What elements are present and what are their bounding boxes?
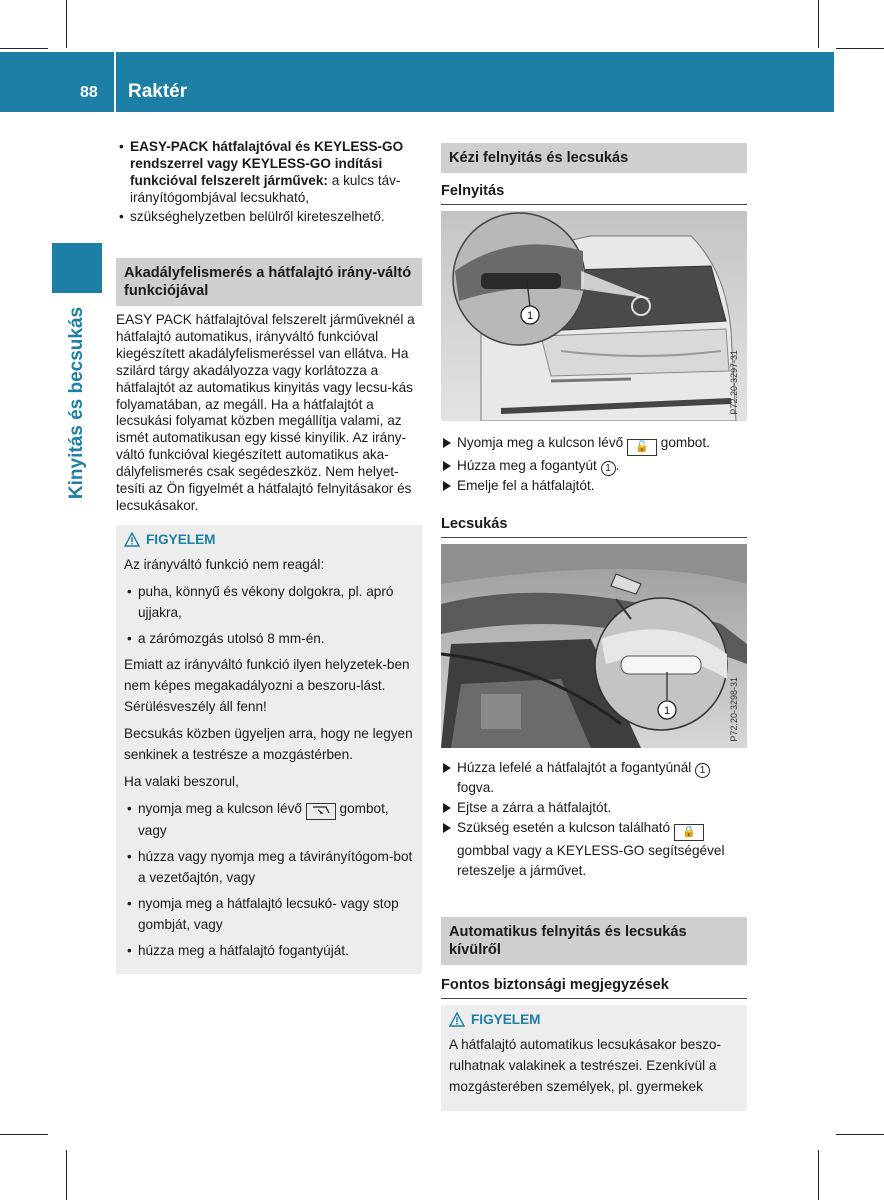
open-steps	[441, 433, 747, 496]
warning-paragraph: A hátfalajtó automatikus lecsukásakor beszo-rulhatnak valakinek a testrészei. Ezenkívül a mozgásterében személyek, pl. gyermekek	[449, 1037, 722, 1094]
list-item: • puha, könnyű és vékony dolgokra, pl. apró ujjakra,	[124, 581, 414, 623]
list-item: • húzza meg a hátfalajtó fogantyúját.	[124, 940, 414, 961]
side-tab-marker	[52, 243, 102, 293]
crop-mark	[836, 48, 884, 49]
car-rear-illustration	[441, 211, 747, 421]
warning-triangle-icon	[449, 1012, 465, 1027]
page-title: Raktér	[128, 81, 188, 102]
list-item: • nyomja meg a hátfalajtó lecsukó- vagy stop gombját, vagy	[124, 893, 414, 935]
list-item: • szükséghelyzetben belülről kireteszelhető.	[116, 208, 422, 225]
right-column	[441, 143, 747, 1111]
lock-key-icon: 🔒	[674, 824, 704, 841]
step-item: Húzza meg a fogantyút 1 .	[441, 456, 747, 476]
warning-paragraph: Emiatt az irányváltó funkció ilyen helyzetek-ben nem képes megakadályozni a beszoru-lást. Sérülésveszély áll fenn!	[124, 656, 410, 714]
header-bar	[0, 52, 834, 112]
obstacle-paragraph: EASY PACK hátfalajtóval felszerelt járműveknél a hátfalajtó automatikus, irányváltó funkcióval kiegészített akadályfelismeréssel van ellátva. Ha szilárd tárgy akadályozza vagy korlátozza a hátfalajtót az automatikus kinyitás vagy lecsu-kás folyamatában, az megáll. Ha a hátfalajtót a lecsukási folyamat közben megállítja valami, az ismét automatikusan egy kissé kinyílik. Az irány-váltó funkcióval kiegészített automatikus aka-dályfelismerés csak segédeszköz. Nem helyet-tesíti az Ön figyelmét a hátfalajtó felnyitásakor és lecsukásakor.	[116, 312, 415, 513]
list-item: • nyomja meg a kulcson lévő gombot, vagy	[124, 798, 414, 841]
figure-tailgate-open-handle	[441, 211, 747, 421]
tailgate-close-key-icon	[306, 803, 336, 820]
warning-title: FIGYELEM	[449, 1011, 739, 1028]
step-item: Nyomja meg a kulcson lévő 🔓 gombot.	[441, 433, 747, 456]
step-item: Emelje fel a hátfalajtót.	[441, 476, 747, 496]
section-heading-manual: Kézi felnyitás és lecsukás	[441, 143, 747, 173]
side-tab-label: Kinyitás és becsukás	[66, 306, 87, 500]
trunk-interior-illustration	[441, 544, 747, 748]
figure-tailgate-close-handle	[441, 544, 747, 748]
warning-box	[441, 1005, 747, 1111]
crop-mark	[66, 1150, 67, 1200]
crop-mark	[818, 1150, 819, 1200]
warning-box	[116, 525, 422, 974]
callout-number: 1	[601, 461, 616, 476]
figure-code: P72.20-3297-31	[729, 350, 739, 415]
step-item: Húzza lefelé a hátfalajtót a fogantyúnál 1 fogva.	[441, 758, 747, 798]
crop-mark	[0, 48, 48, 49]
figure-code: P72.20-3298-31	[729, 677, 739, 742]
unlock-key-icon: 🔓	[627, 439, 657, 456]
warning-intro: Az irányváltó funkció nem reagál:	[124, 556, 325, 572]
crop-mark	[0, 1134, 48, 1135]
step-item: Szükség esetén a kulcson található 🔒 gombbal vagy a KEYLESS-GO segítségével reteszelje a járművet.	[441, 818, 747, 881]
warning-paragraph: Ha valaki beszorul,	[124, 773, 239, 789]
svg-text:1: 1	[526, 310, 534, 322]
subheading-safety: Fontos biztonsági megjegyzések	[441, 977, 747, 999]
list-item: • EASY-PACK hátfalajtóval és KEYLESS-GO rendszerrel vagy KEYLESS-GO indítási funkcióval felszerelt járművek: a kulcs táv-irányítógombjával lecsukható,	[116, 138, 422, 206]
crop-mark	[836, 1134, 884, 1135]
step-item: Ejtse a zárra a hátfalajtót.	[441, 798, 747, 818]
subheading-close: Lecsukás	[441, 516, 747, 538]
warning-paragraph: Becsukás közben ügyeljen arra, hogy ne legyen senkinek a testrésze a mozgástérben.	[124, 725, 413, 762]
warning-triangle-icon	[124, 532, 140, 547]
crop-mark	[66, 0, 67, 48]
warning-title: FIGYELEM	[124, 531, 414, 548]
svg-text:1: 1	[663, 705, 671, 717]
section-heading-auto: Automatikus felnyitás és lecsukás kívülről	[441, 917, 747, 965]
subheading-open: Felnyitás	[441, 183, 747, 205]
list-item: • húzza vagy nyomja meg a távirányítógom-bot a vezetőajtón, vagy	[124, 846, 414, 888]
list-item: • a zárómozgás utolsó 8 mm-én.	[124, 628, 414, 649]
crop-mark	[818, 0, 819, 48]
close-steps	[441, 758, 747, 881]
callout-number: 1	[695, 763, 710, 778]
left-column	[116, 138, 422, 974]
section-heading-obstacle: Akadályfelismerés a hátfalajtó irány-váltó funkciójával	[116, 258, 422, 306]
page-number: 88	[80, 84, 98, 101]
